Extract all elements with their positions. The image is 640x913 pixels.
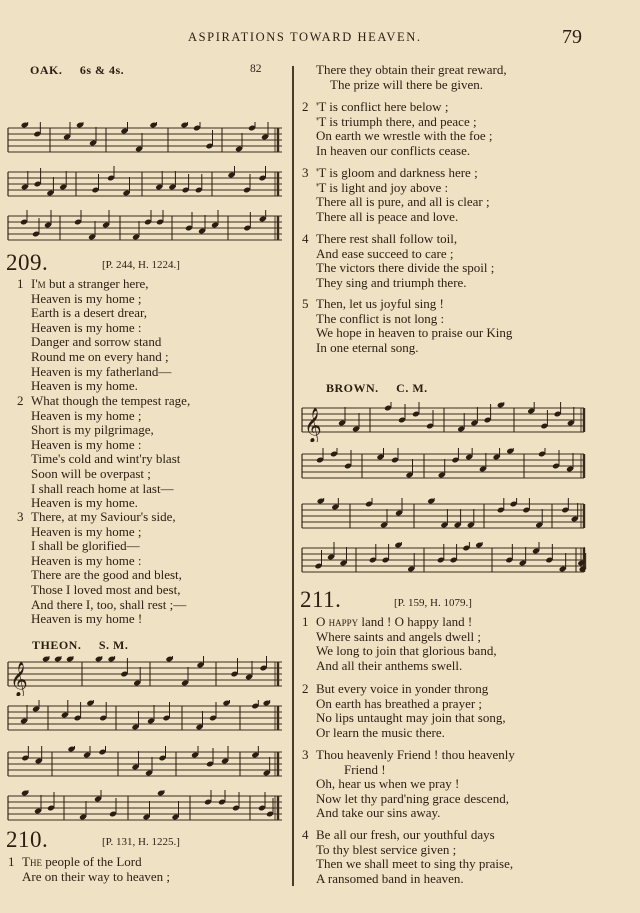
- music-staff: [6, 700, 288, 740]
- verse-line: Now let thy pard'ning grace descend,: [316, 790, 509, 806]
- verse-line: To thy blest service given ;: [316, 841, 457, 857]
- tune-name: OAK.: [30, 63, 63, 77]
- verse-line: Round me on every hand ;: [31, 348, 169, 364]
- running-head: [0, 28, 640, 52]
- verse-line: Heaven is my home ;: [31, 523, 142, 539]
- hymn-210-stanza-4: [302, 232, 494, 290]
- verse-line: 4 Be all our fresh, our youthful days: [302, 827, 495, 842]
- verse-line: And there I, too, shall rest ;—: [31, 596, 187, 612]
- verse-line: Are on their way to heaven ;: [22, 868, 171, 884]
- verse-line: 3 There, at my Saviour's side,: [17, 509, 176, 524]
- verse-line: Then we shall meet to sing thy praise,: [316, 856, 514, 872]
- verse-line: 'T is triumph there, and peace ;: [316, 113, 477, 129]
- music-staff: [6, 166, 288, 206]
- verse-line: 3 Thou heavenly Friend ! thou heavenly: [302, 747, 515, 762]
- verse-line: Soon will be overpast ;: [31, 465, 151, 481]
- verse-line: They sing and triumph there.: [316, 274, 467, 290]
- tune-meter: 6s & 4s.: [79, 63, 125, 77]
- hymn-number: 210.: [6, 827, 49, 852]
- hymn-211-stanza-3: [302, 748, 515, 821]
- verse-line: Danger and sorrow stand: [31, 334, 162, 350]
- music-staff: [300, 448, 590, 488]
- music-staff: [6, 122, 288, 162]
- verse-line: 2 What though the tempest rage,: [17, 393, 191, 408]
- verse-line: Where saints and angels dwell ;: [316, 628, 481, 644]
- hymn-209-stanza-1: [17, 277, 171, 394]
- verse-line: Oh, hear us when we pray !: [316, 776, 460, 792]
- verse-line: Heaven is my home.: [31, 495, 138, 511]
- verse-line: Heaven is my home :: [31, 436, 142, 452]
- verse-line: In heaven our conflicts cease.: [316, 142, 471, 158]
- tune-header-oak: [30, 63, 124, 78]
- music-staff: [300, 402, 590, 442]
- verse-line: There all is pure, and all is clear ;: [316, 194, 490, 210]
- tune-header-brown: [326, 381, 428, 396]
- verse-line: I shall reach home at last—: [31, 480, 174, 496]
- verse-line: 5 Then, let us joyful sing !: [302, 296, 444, 311]
- tune-meter: C. M.: [396, 381, 428, 395]
- verse-line: There are the good and blest,: [31, 567, 182, 583]
- hymn-210-stanza-2: [302, 100, 493, 158]
- hymn-211-stanza-2: [302, 682, 506, 740]
- verse-line: 2 'T is conflict here below ;: [302, 99, 449, 114]
- column-divider: [292, 66, 294, 886]
- verse-line: 1 O happy land ! O happy land !: [302, 614, 473, 629]
- verse-line: The victors there divide the spoil ;: [316, 260, 495, 276]
- verse-line: On earth has breathed a prayer ;: [316, 695, 483, 711]
- hymn-209-stanza-2: [17, 394, 190, 511]
- verse-line: 1 I'm but a stranger here,: [17, 276, 149, 291]
- verse-line: There they obtain their great reward,: [316, 62, 507, 77]
- hymn-211-stanza-4: [302, 828, 513, 886]
- verse-line: And all their anthems swell.: [316, 657, 463, 673]
- verse-line: Earth is a desert drear,: [31, 305, 148, 321]
- hymn-210-stanza-3: [302, 166, 490, 224]
- hymn-reference: [P. 131, H. 1225.]: [102, 836, 180, 848]
- music-staff: [6, 656, 288, 696]
- music-staff: [6, 790, 288, 830]
- hymn-211-stanza-1: [302, 615, 497, 673]
- verse-line: Heaven is my home ;: [31, 407, 142, 423]
- verse-line: On earth we wrestle with the foe ;: [316, 128, 493, 144]
- verse-line: 3 'T is gloom and darkness here ;: [302, 165, 478, 180]
- verse-line: We long to join that glorious band,: [316, 643, 497, 659]
- verse-line: There all is peace and love.: [316, 208, 459, 224]
- verse-line: Heaven is my home !: [31, 611, 143, 627]
- hymn-number: 211.: [300, 587, 342, 612]
- hymn-reference: [P. 244, H. 1224.]: [102, 259, 180, 271]
- tune-name: THEON.: [32, 638, 82, 652]
- verse-line: 4 There rest shall follow toil,: [302, 231, 458, 246]
- verse-line: Heaven is my home ;: [31, 290, 142, 306]
- music-staff: [300, 498, 590, 538]
- svg-text:𝄞: 𝄞: [10, 662, 28, 696]
- tune-meter: S. M.: [98, 638, 129, 652]
- hymn-209-stanza-3: [17, 510, 186, 627]
- verse-line: And ease succeed to care ;: [316, 245, 454, 261]
- music-staff: [6, 210, 288, 250]
- verse-line: And take our sins away.: [316, 805, 441, 821]
- verse-line: Heaven is my home.: [31, 378, 138, 394]
- hymn-210-stanza-1-continued: [316, 63, 507, 92]
- verse-line: In one eternal song.: [316, 339, 419, 355]
- verse-line: I shall be glorified—: [31, 538, 140, 554]
- hymn-210-stanza-5: [302, 297, 512, 355]
- svg-text:𝄞: 𝄞: [304, 408, 322, 442]
- page-number: 79: [562, 26, 582, 48]
- verse-line: 1 The people of the Lord: [8, 854, 142, 869]
- running-title: ASPIRATIONS TOWARD HEAVEN.: [188, 30, 422, 44]
- hymn-number: 209.: [6, 250, 49, 275]
- verse-line: A ransomed band in heaven.: [316, 870, 464, 886]
- music-staff: [300, 542, 590, 582]
- hymn-reference: [P. 159, H. 1079.]: [394, 597, 472, 609]
- tune-header-theon: [32, 638, 128, 653]
- verse-line: We hope in heaven to praise our King: [316, 325, 513, 341]
- verse-line: Heaven is my fatherland—: [31, 363, 172, 379]
- music-staff: [6, 746, 288, 786]
- verse-line: 2 But every voice in yonder throng: [302, 681, 489, 696]
- verse-line: Heaven is my home :: [31, 552, 142, 568]
- verse-line: Time's cold and wint'ry blast: [31, 451, 181, 467]
- verse-line: The prize will there be given.: [330, 76, 484, 92]
- verse-line: 'T is light and joy above :: [316, 179, 449, 195]
- tune-name: BROWN.: [326, 381, 379, 395]
- verse-line: Friend !: [344, 761, 386, 777]
- hymn-210-stanza-1: [8, 855, 170, 884]
- verse-line: Or learn the music there.: [316, 724, 445, 740]
- verse-line: Heaven is my home :: [31, 319, 142, 335]
- verse-line: Short is my pilgrimage,: [31, 422, 154, 438]
- verse-line: Those I loved most and best,: [31, 581, 181, 597]
- verse-line: The conflict is not long :: [316, 310, 445, 326]
- tune-number: 82: [250, 63, 262, 75]
- verse-line: No lips untaught may join that song,: [316, 710, 506, 726]
